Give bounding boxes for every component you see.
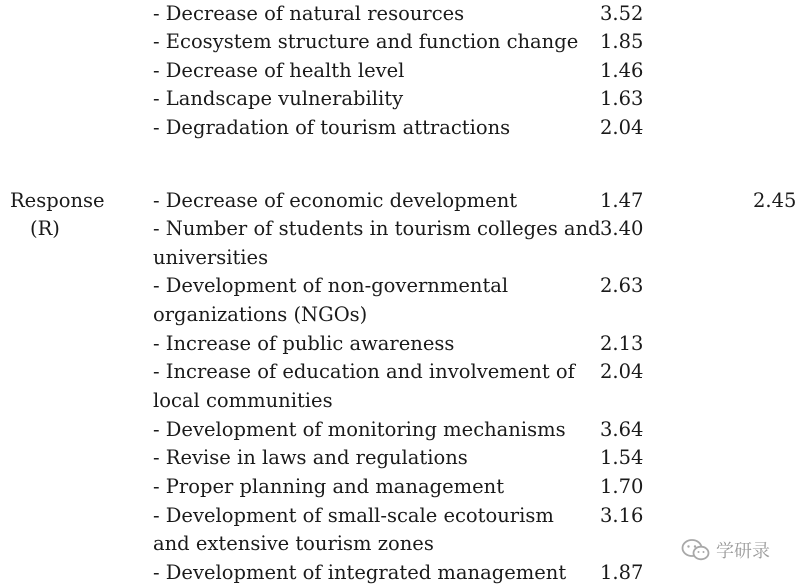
- indicator-label-continued: universities: [153, 246, 269, 269]
- indicator-label: - Decrease of health level: [153, 59, 405, 82]
- indicator-label: - Development of non-governmental: [153, 274, 509, 297]
- indicator-label-continued: local communities: [153, 389, 333, 412]
- indicator-value: 1.85: [600, 30, 644, 53]
- indicator-label: - Ecosystem structure and function change: [153, 30, 579, 53]
- indicator-value: 2.13: [600, 332, 644, 355]
- watermark-text: 学研录: [716, 541, 770, 562]
- category-label: Response: [10, 189, 105, 212]
- indicator-value: 3.40: [600, 217, 644, 240]
- indicator-label: - Development of monitoring mechanisms: [153, 418, 566, 441]
- indicator-value: 1.54: [600, 446, 644, 469]
- indicator-label: - Landscape vulnerability: [153, 87, 404, 110]
- indicator-label: - Decrease of economic development: [153, 189, 518, 212]
- indicator-label-continued: organizations (NGOs): [153, 303, 368, 326]
- indicator-value: 2.04: [600, 116, 644, 139]
- indicator-label: - Increase of education and involvement of: [153, 360, 575, 383]
- indicator-value: 3.16: [600, 504, 644, 527]
- indicator-label-continued: and extensive tourism zones: [153, 532, 434, 555]
- indicator-label: - Decrease of natural resources: [153, 2, 465, 25]
- indicator-value: 1.47: [600, 189, 644, 212]
- indicator-value: 2.04: [600, 360, 644, 383]
- indicator-value: 1.46: [600, 59, 644, 82]
- indicator-label: - Development of integrated management: [153, 561, 567, 584]
- indicator-value: 3.64: [600, 418, 644, 441]
- indicator-value: 1.70: [600, 475, 644, 498]
- indicator-label: - Number of students in tourism colleges and: [153, 217, 601, 240]
- indicator-label: - Revise in laws and regulations: [153, 446, 468, 469]
- indicator-value: 2.63: [600, 274, 644, 297]
- indicator-value: 3.52: [600, 2, 644, 25]
- indicator-label: - Degradation of tourism attractions: [153, 116, 511, 139]
- indicator-label: - Increase of public awareness: [153, 332, 455, 355]
- category-abbreviation: (R): [30, 217, 60, 240]
- indicator-label: - Development of small-scale ecotourism: [153, 504, 554, 527]
- watermark: [681, 537, 770, 563]
- category-average: 2.45: [753, 189, 797, 212]
- wechat-icon: [681, 538, 711, 562]
- indicator-value: 1.87: [600, 561, 644, 584]
- indicator-value: 1.63: [600, 87, 644, 110]
- indicator-label: - Proper planning and management: [153, 475, 505, 498]
